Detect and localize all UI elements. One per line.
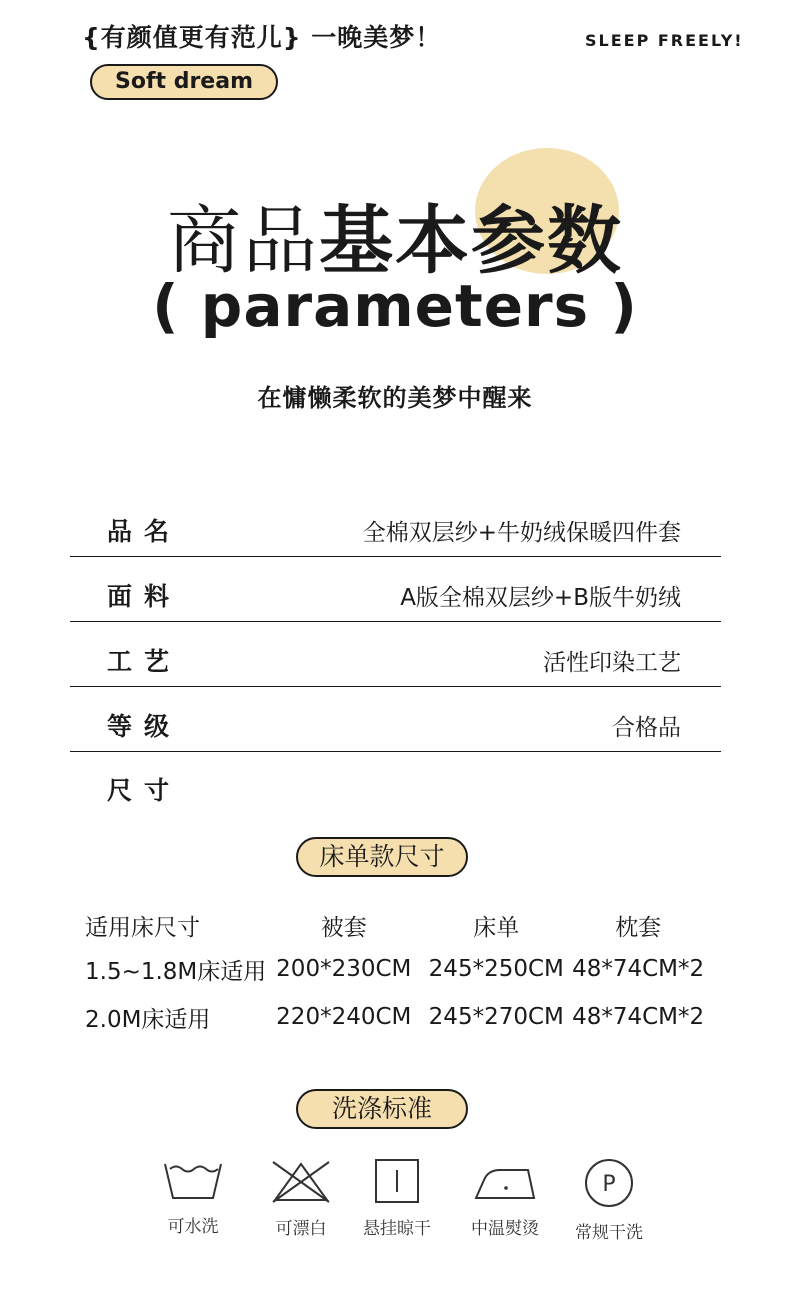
spec-row-craft xyxy=(70,622,721,687)
size-table xyxy=(85,905,705,1041)
wash-label: 可水洗 xyxy=(167,1217,219,1237)
table-header-cell: 被套 xyxy=(320,914,367,941)
wash-item xyxy=(460,1158,550,1239)
size-section-title: 床单款尺寸 xyxy=(296,837,468,877)
wash-item xyxy=(148,1158,238,1237)
dry-clean-p-icon xyxy=(584,1158,634,1208)
table-cell: 48*74CM*2 xyxy=(572,1004,705,1030)
wash-section-title: 洗涤标准 xyxy=(296,1089,468,1129)
soft-dream-badge: Soft dream xyxy=(90,64,278,100)
table-cell: 48*74CM*2 xyxy=(572,956,705,982)
wash-item xyxy=(352,1158,442,1239)
table-cell: 245*270CM xyxy=(428,1004,564,1030)
table-header-cell: 枕套 xyxy=(615,914,662,941)
wash-label: 中温熨烫 xyxy=(471,1219,539,1239)
title-english: ( parameters ) xyxy=(152,272,638,340)
no-bleach-icon xyxy=(269,1158,333,1204)
table-row xyxy=(85,993,705,1041)
hang-dry-icon xyxy=(374,1158,420,1204)
table-cell: 2.0M床适用 xyxy=(85,1006,211,1033)
table-cell: 200*230CM xyxy=(276,956,412,982)
table-header-cell: 床单 xyxy=(473,914,520,941)
spec-row-grade xyxy=(70,687,721,752)
table-cell: 220*240CM xyxy=(276,1004,412,1030)
table-row xyxy=(85,945,705,993)
table-cell: 1.5~1.8M床适用 xyxy=(85,958,267,985)
wash-item xyxy=(256,1158,346,1239)
wash-label: 常规干洗 xyxy=(575,1223,643,1243)
slogan: {有颜值更有范儿} 一晚美梦！ xyxy=(82,23,442,52)
spec-row-name xyxy=(70,492,721,557)
svg-text:P: P xyxy=(602,1172,616,1197)
spec-row-material xyxy=(70,557,721,622)
spec-label: 等级 xyxy=(107,712,182,741)
spec-label: 品名 xyxy=(107,517,182,546)
spec-label: 面料 xyxy=(107,582,182,611)
wash-basin-icon xyxy=(161,1158,225,1202)
spec-label: 尺寸 xyxy=(107,776,182,805)
spec-value: 活性印染工艺 xyxy=(543,650,681,676)
spec-label: 工艺 xyxy=(107,647,182,676)
title-bold: 基本参数 xyxy=(319,198,623,284)
spec-row-size xyxy=(70,751,721,815)
spec-value: A版全棉双层纱+B版牛奶绒 xyxy=(400,585,681,611)
title-light: 商品 xyxy=(167,198,319,284)
table-cell: 245*250CM xyxy=(428,956,564,982)
iron-icon xyxy=(472,1158,538,1204)
spec-value: 全棉双层纱+牛奶绒保暖四件套 xyxy=(362,520,681,546)
wash-label: 可漂白 xyxy=(275,1219,327,1239)
table-header-cell: 适用床尺寸 xyxy=(85,914,200,941)
wash-item xyxy=(564,1158,654,1243)
sleep-freely-text: SLEEP FREELY! xyxy=(585,31,744,50)
subtitle: 在慵懒柔软的美梦中醒来 xyxy=(257,384,533,412)
wash-label: 悬挂晾干 xyxy=(363,1219,431,1239)
table-header-row xyxy=(85,905,705,945)
spec-value: 合格品 xyxy=(612,715,681,741)
